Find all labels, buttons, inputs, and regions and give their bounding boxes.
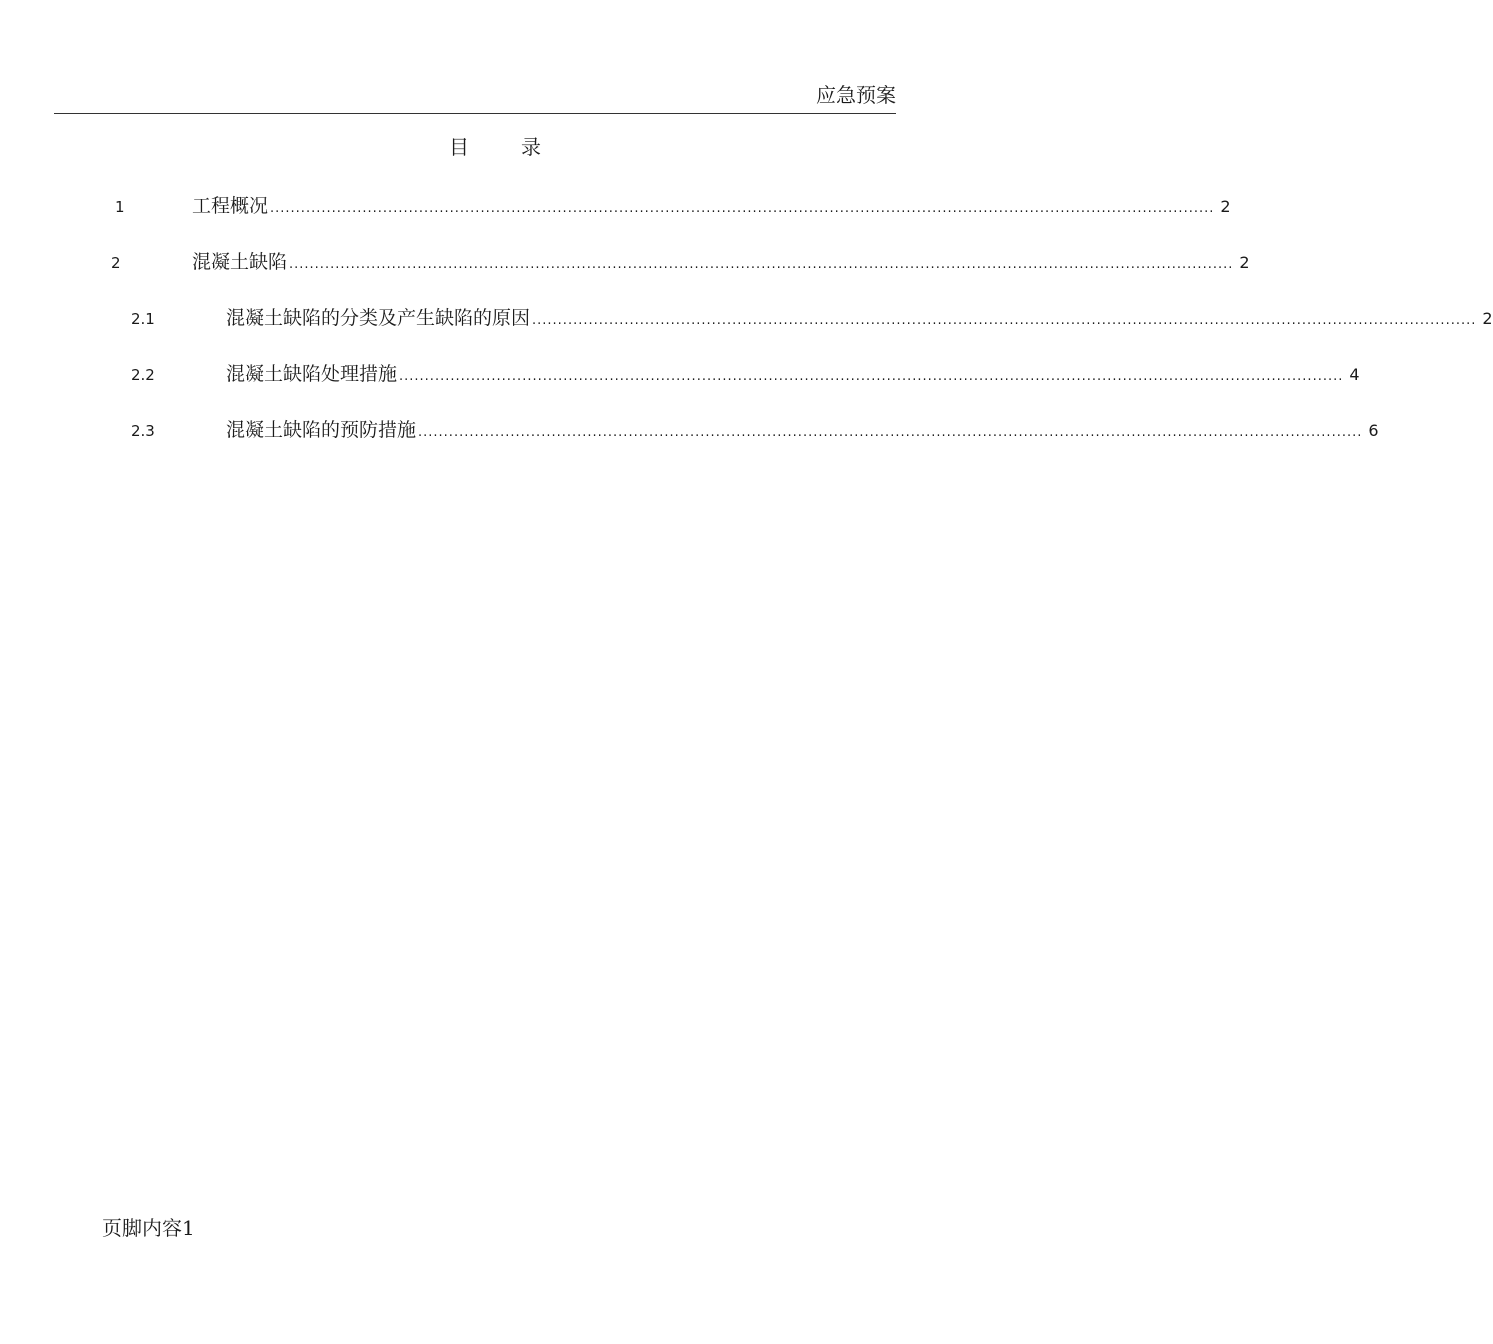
toc-entry[interactable] — [226, 305, 1493, 334]
toc-heading — [0, 133, 990, 161]
toc-entry-number: 2 — [111, 254, 121, 272]
toc-entry-page: 2 — [1220, 197, 1231, 216]
toc-entry-number: 2.2 — [131, 366, 155, 384]
page-footer-text: 页脚内容1 — [102, 1216, 195, 1240]
toc-entry-page: 2 — [1482, 309, 1493, 328]
header-divider — [54, 113, 896, 114]
toc-entry-number: 2.1 — [131, 310, 155, 328]
toc-entry-text[interactable]: 工程概况 — [192, 195, 269, 217]
toc-heading-part1: 目 — [449, 135, 469, 159]
toc-heading-part2: 录 — [521, 135, 541, 159]
toc-entry-text[interactable]: 混凝土缺陷的分类及产生缺陷的原因 — [226, 307, 531, 329]
toc-leader-dots: ........................................................................................................................................................................................ — [399, 369, 1344, 384]
toc-entry-number: 2.3 — [131, 422, 155, 440]
toc-entry-text[interactable]: 混凝土缺陷的预防措施 — [226, 419, 417, 441]
toc-leader-dots: ........................................................................................................................................................................................ — [289, 257, 1234, 272]
toc-entry[interactable] — [192, 193, 1231, 222]
toc-entry-page: 2 — [1239, 253, 1250, 272]
page-header-title: 应急预案 — [816, 83, 896, 107]
toc-entry[interactable] — [226, 361, 1360, 390]
toc-entry-page: 6 — [1368, 421, 1379, 440]
toc-leader-dots: ........................................................................................................................................................................................ — [270, 201, 1215, 216]
toc-entry-number: 1 — [115, 198, 125, 216]
toc-leader-dots: ........................................................................................................................................................................................ — [532, 313, 1477, 328]
toc-entry-text[interactable]: 混凝土缺陷处理措施 — [226, 363, 398, 385]
toc-entry[interactable] — [226, 417, 1379, 446]
toc-leader-dots: ........................................................................................................................................................................................ — [418, 425, 1363, 440]
toc-entry-text[interactable]: 混凝土缺陷 — [192, 251, 288, 273]
toc-entry[interactable] — [192, 249, 1250, 278]
toc-entry-page: 4 — [1349, 365, 1360, 384]
